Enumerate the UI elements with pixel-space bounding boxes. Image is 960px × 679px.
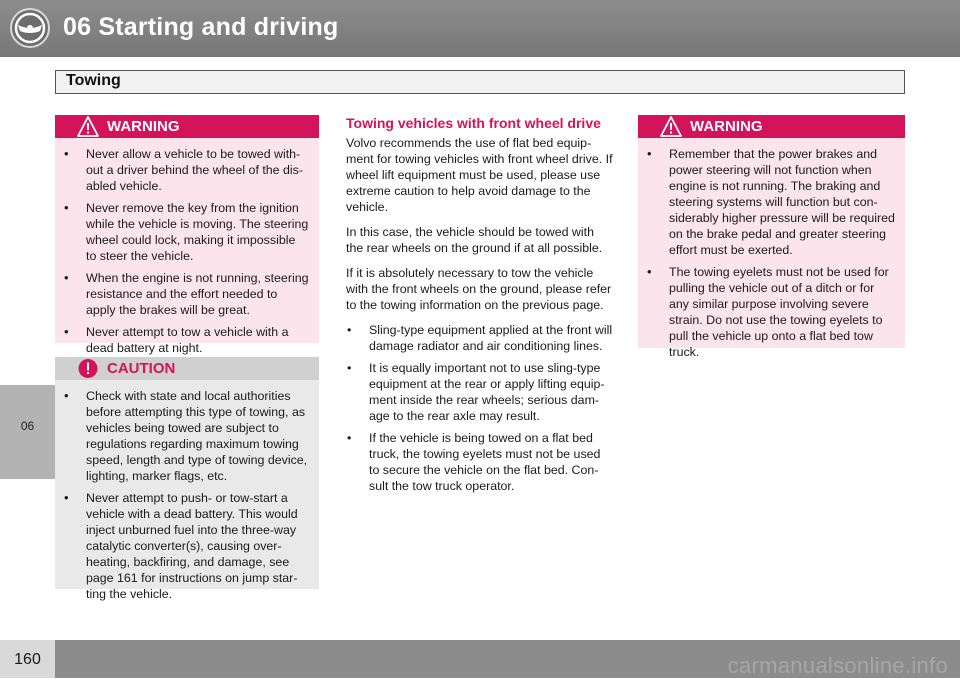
list-item: • The towing eyelets must not be used for pulling the vehicle out of a ditch or for any similar purpose involving severe strain. Do not use the towing eyelets to pull the vehicle up onto a flat bed tow truck. bbox=[669, 264, 895, 360]
chapter-title: 06 Starting and driving bbox=[63, 13, 339, 41]
list-item: • Never attempt to tow a vehicle with a dead battery at night. bbox=[86, 324, 309, 356]
warning-title: WARNING bbox=[690, 118, 763, 135]
caution-list bbox=[55, 380, 319, 614]
chapter-tab[interactable] bbox=[0, 385, 55, 479]
caution-box-left bbox=[55, 357, 319, 601]
paragraph: In this case, the vehicle should be towed with the rear wheels on the ground if at all possible. bbox=[346, 225, 603, 255]
warning-box-right bbox=[638, 115, 905, 359]
list-item: • Never remove the key from the ignition while the vehicle is moving. The steering wheel could lock, making it impossible to steer the vehicle. bbox=[86, 200, 309, 264]
list-item: • Remember that the power brakes and power steering will not function when engine is not running. The braking and steering systems will function but con-siderably higher pressure will be required on the brake pedal and greater steering effort must be exerted. bbox=[669, 146, 895, 258]
warning-header bbox=[638, 115, 905, 138]
list-item: • When the engine is not running, steering resistance and the effort needed to apply the brakes will be great. bbox=[86, 270, 309, 318]
page-number-box bbox=[0, 640, 55, 678]
warning-list bbox=[55, 138, 319, 368]
warning-title: WARNING bbox=[107, 118, 180, 135]
warning-box-left bbox=[55, 115, 319, 355]
list-item: • Check with state and local authorities before attempting this type of towing, as vehicles being towed are subject to regulations regarding maximum towing speed, length and type of towing device, lighting, marker flags, etc. bbox=[86, 388, 309, 484]
car-wheel-icon bbox=[9, 7, 51, 49]
bullet-list bbox=[346, 322, 614, 494]
caution-exclamation-icon bbox=[77, 358, 99, 379]
left-rail bbox=[0, 57, 55, 640]
section-title: Towing bbox=[66, 72, 121, 89]
header-bar bbox=[0, 0, 960, 57]
list-item: • Never attempt to push- or tow-start a vehicle with a dead battery. This would inject unburned fuel into the three-way catalytic converter(s), causing over-heating, backfiring, and damage, see page 161 for instructions on jump star-ting the vehicle. bbox=[86, 490, 309, 602]
watermark: carmanualsonline.info bbox=[727, 653, 948, 678]
paragraph: If it is absolutely necessary to tow the vehicle with the front wheels on the ground, please refer to the towing information on the previous page. bbox=[346, 266, 612, 312]
chapter-tab-label: 06 bbox=[20, 419, 35, 433]
list-item: • It is equally important not to use sling-type equipment at the rear or apply lifting equip-ment inside the rear wheels; serious dam-age to the rear axle may result. bbox=[369, 360, 614, 424]
list-item: • Sling-type equipment applied at the front will damage radiator and air conditioning lines. bbox=[369, 322, 614, 354]
section-header bbox=[55, 70, 905, 94]
warning-triangle-icon bbox=[660, 116, 682, 137]
page-number: 160 bbox=[14, 651, 41, 668]
warning-list bbox=[638, 138, 905, 372]
warning-header bbox=[55, 115, 319, 138]
paragraph: Volvo recommends the use of flat bed equip-ment for towing vehicles with front wheel drive. If wheel lift equipment must be used, please use extreme caution to help avoid damage to the vehicle. bbox=[346, 136, 613, 214]
caution-header bbox=[55, 357, 319, 380]
list-item: • Never allow a vehicle to be towed with-out a driver behind the wheel of the dis-abled vehicle. bbox=[86, 146, 309, 194]
caution-title: CAUTION bbox=[107, 360, 176, 377]
main-text-column bbox=[346, 115, 614, 500]
warning-triangle-icon bbox=[77, 116, 99, 137]
list-item: • If the vehicle is being towed on a flat bed truck, the towing eyelets must not be used to secure the vehicle on the flat bed. Con-sult the tow truck operator. bbox=[369, 430, 614, 494]
subsection-title: Towing vehicles with front wheel drive bbox=[346, 115, 601, 131]
